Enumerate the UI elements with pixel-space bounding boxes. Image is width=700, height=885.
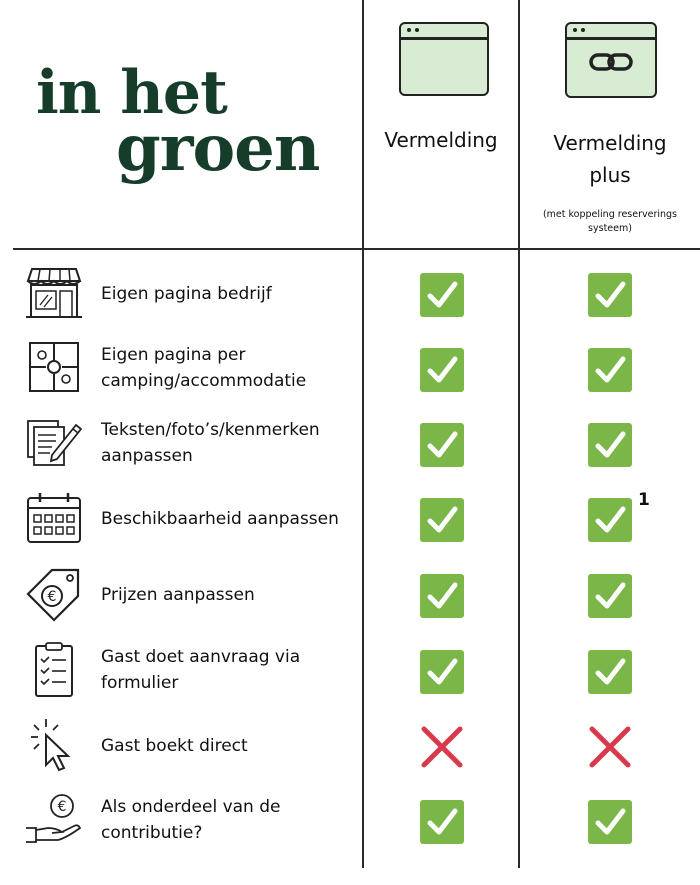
feature-row	[0, 340, 700, 402]
logo-line-1: in het	[36, 58, 227, 128]
feature-label	[101, 794, 356, 846]
cross-icon	[420, 725, 464, 769]
feature-row	[0, 717, 700, 779]
feature-label-line: camping/accommodatie	[101, 371, 307, 391]
feature-row	[0, 642, 700, 704]
feature-row	[0, 566, 700, 628]
feature-label-line: Beschikbaarheid aanpassen	[101, 509, 339, 529]
chain-link-icon	[589, 53, 633, 71]
checklist-icon	[22, 642, 86, 698]
browser-link-icon	[565, 22, 657, 98]
feature-label-line: Gast boekt direct	[101, 736, 248, 756]
svg-text:€: €	[57, 799, 67, 815]
check-icon	[588, 800, 632, 844]
feature-label	[101, 342, 356, 394]
check-icon	[420, 650, 464, 694]
column-label-vermelding-plus: Vermelding plus	[553, 131, 667, 187]
puzzle-icon	[22, 340, 86, 396]
column-label-vermelding: Vermelding	[384, 128, 498, 152]
shop-icon	[22, 265, 86, 321]
click-cursor-icon	[22, 717, 86, 773]
logo-line-2: groen	[116, 111, 320, 186]
feature-label	[101, 644, 356, 696]
svg-text:€: €	[47, 589, 57, 605]
cross-icon	[588, 725, 632, 769]
feature-label	[101, 417, 356, 469]
feature-label	[101, 281, 356, 307]
feature-label-line: Gast doet aanvraag via	[101, 647, 301, 667]
edit-document-icon	[22, 415, 86, 471]
check-icon	[588, 574, 632, 618]
feature-row	[0, 490, 700, 552]
price-tag-euro-icon	[22, 566, 86, 622]
check-icon	[588, 348, 632, 392]
feature-label-line: formulier	[101, 673, 179, 693]
check-icon	[588, 423, 632, 467]
check-icon	[420, 273, 464, 317]
feature-label-line: Eigen pagina per	[101, 345, 246, 365]
calendar-icon	[22, 490, 86, 546]
feature-label-line: Teksten/foto’s/kenmerken	[101, 420, 320, 440]
check-icon	[588, 650, 632, 694]
feature-row	[0, 265, 700, 327]
check-icon	[420, 498, 464, 542]
feature-row	[0, 792, 700, 854]
feature-label-line: aanpassen	[101, 446, 193, 466]
column-sublabel: (met koppeling reserverings systeem)	[542, 209, 678, 234]
browser-window-icon	[399, 22, 489, 96]
check-icon	[420, 574, 464, 618]
check-icon	[420, 800, 464, 844]
feature-label-line: Prijzen aanpassen	[101, 585, 255, 605]
feature-label-line: contributie?	[101, 823, 203, 843]
hand-euro-icon	[22, 792, 86, 848]
header-divider	[13, 248, 700, 250]
check-icon	[420, 348, 464, 392]
feature-label	[101, 506, 356, 532]
check-icon	[588, 498, 632, 542]
check-icon	[420, 423, 464, 467]
feature-label	[101, 733, 356, 759]
brand-logo	[36, 58, 320, 186]
feature-label-line: Eigen pagina bedrijf	[101, 284, 272, 304]
feature-row	[0, 415, 700, 477]
feature-label	[101, 582, 356, 608]
check-icon	[588, 273, 632, 317]
feature-label-line: Als onderdeel van de	[101, 797, 281, 817]
footnote-marker: 1	[638, 490, 650, 510]
